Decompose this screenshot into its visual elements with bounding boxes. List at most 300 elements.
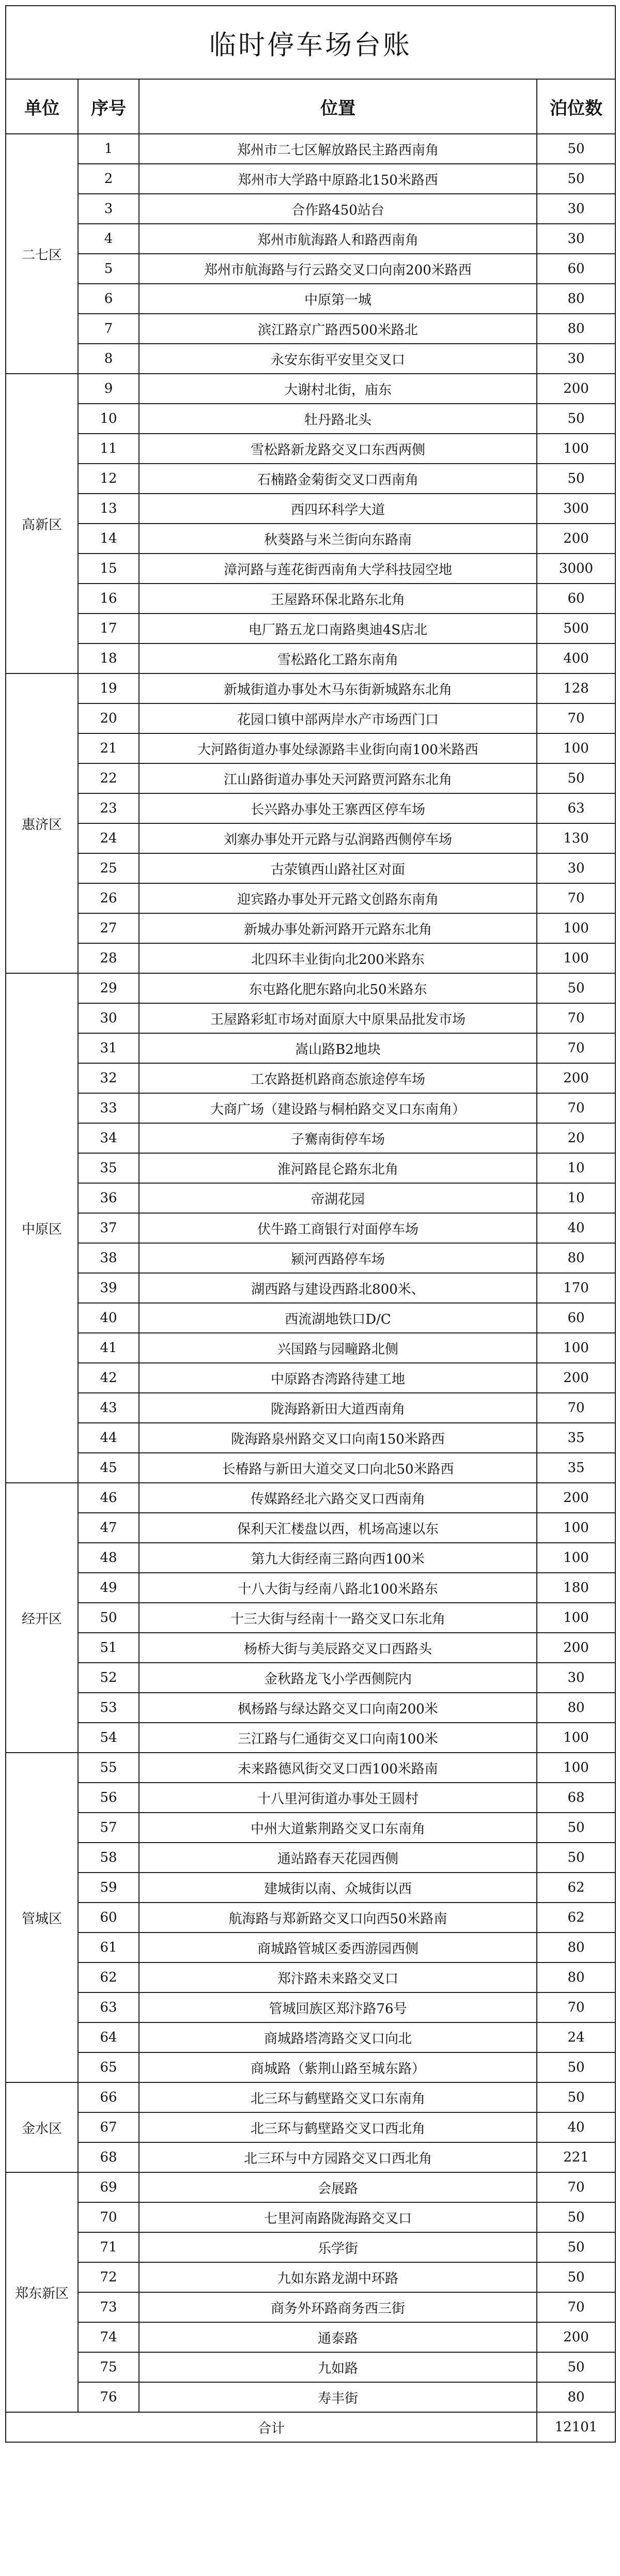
unit-cell: 二七区 <box>6 134 78 374</box>
table-row <box>6 614 615 643</box>
spaces-cell: 50 <box>537 134 615 164</box>
seq-cell: 60 <box>78 1903 139 1933</box>
header-seq: 序号 <box>78 79 139 134</box>
seq-cell: 2 <box>78 164 139 194</box>
seq-cell: 75 <box>78 2352 139 2382</box>
seq-cell: 26 <box>78 883 139 913</box>
location-cell: 新城办事处新河路开元路东北角 <box>139 913 537 943</box>
seq-cell: 51 <box>78 1633 139 1663</box>
spaces-cell: 80 <box>537 2382 615 2412</box>
location-cell: 伏牛路工商银行对面停车场 <box>139 1213 537 1243</box>
spaces-cell: 200 <box>537 374 615 404</box>
table-row <box>6 2172 615 2202</box>
table-row <box>6 434 615 464</box>
seq-cell: 52 <box>78 1663 139 1693</box>
spaces-cell: 200 <box>537 524 615 554</box>
location-cell: 中州大道紫荆路交叉口东南角 <box>139 1813 537 1843</box>
table-row <box>6 1093 615 1123</box>
seq-cell: 19 <box>78 673 139 703</box>
location-cell: 商城路管城区委西游园西侧 <box>139 1933 537 1962</box>
location-cell: 三江路与仁通街交叉口向南100米 <box>139 1723 537 1753</box>
seq-cell: 22 <box>78 763 139 793</box>
ledger-body <box>6 134 615 2412</box>
location-cell: 牡丹路北头 <box>139 404 537 434</box>
table-row <box>6 2262 615 2292</box>
spaces-cell: 80 <box>537 1693 615 1723</box>
location-cell: 通泰路 <box>139 2322 537 2352</box>
header-unit: 单位 <box>6 79 78 134</box>
total-value: 12101 <box>537 2412 615 2442</box>
spaces-cell: 40 <box>537 2112 615 2142</box>
table-row <box>6 943 615 973</box>
spaces-cell: 50 <box>537 464 615 494</box>
location-cell: 九如路 <box>139 2352 537 2382</box>
seq-cell: 61 <box>78 1933 139 1962</box>
unit-cell: 中原区 <box>6 973 78 1483</box>
location-cell: 淮河路昆仑路东北角 <box>139 1153 537 1183</box>
table-row <box>6 1063 615 1093</box>
location-cell: 第九大街经南三路向西100米 <box>139 1543 537 1573</box>
table-row <box>6 973 615 1003</box>
seq-cell: 74 <box>78 2322 139 2352</box>
table-row <box>6 2292 615 2322</box>
location-cell: 郑州市航海路人和路西南角 <box>139 224 537 254</box>
table-row <box>6 344 615 374</box>
unit-cell: 郑东新区 <box>6 2172 78 2412</box>
table-row <box>6 823 615 853</box>
seq-cell: 17 <box>78 614 139 643</box>
spaces-cell: 20 <box>537 1123 615 1153</box>
spaces-cell: 200 <box>537 1633 615 1663</box>
location-cell: 雪松路化工路东南角 <box>139 643 537 673</box>
seq-cell: 23 <box>78 793 139 823</box>
spaces-cell: 30 <box>537 1663 615 1693</box>
parking-ledger-table <box>5 5 616 2443</box>
seq-cell: 36 <box>78 1183 139 1213</box>
location-cell: 江山路街道办事处天河路贾河路东北角 <box>139 763 537 793</box>
location-cell: 新城街道办事处木马东街新城路东北角 <box>139 673 537 703</box>
table-row <box>6 1273 615 1303</box>
spaces-cell: 500 <box>537 614 615 643</box>
table-row <box>6 763 615 793</box>
table-row <box>6 2052 615 2082</box>
spaces-cell: 50 <box>537 1843 615 1873</box>
table-row <box>6 1633 615 1663</box>
table-row <box>6 1033 615 1063</box>
seq-cell: 41 <box>78 1333 139 1363</box>
seq-cell: 14 <box>78 524 139 554</box>
spaces-cell: 80 <box>537 1962 615 1992</box>
table-row <box>6 1183 615 1213</box>
seq-cell: 21 <box>78 733 139 763</box>
spaces-cell: 70 <box>537 703 615 733</box>
location-cell: 古荥镇西山路社区对面 <box>139 853 537 883</box>
spaces-cell: 221 <box>537 2142 615 2172</box>
spaces-cell: 70 <box>537 1992 615 2022</box>
spaces-cell: 70 <box>537 1393 615 1423</box>
seq-cell: 43 <box>78 1393 139 1423</box>
table-row <box>6 1003 615 1033</box>
spaces-cell: 60 <box>537 254 615 284</box>
seq-cell: 50 <box>78 1603 139 1633</box>
location-cell: 长椿路与新田大道交叉口向北50米路西 <box>139 1453 537 1483</box>
seq-cell: 67 <box>78 2112 139 2142</box>
seq-cell: 10 <box>78 404 139 434</box>
seq-cell: 27 <box>78 913 139 943</box>
seq-cell: 28 <box>78 943 139 973</box>
spaces-cell: 100 <box>537 1513 615 1543</box>
table-row <box>6 793 615 823</box>
location-cell: 大谢村北街，庙东 <box>139 374 537 404</box>
spaces-cell: 128 <box>537 673 615 703</box>
table-row <box>6 314 615 344</box>
seq-cell: 73 <box>78 2292 139 2322</box>
seq-cell: 56 <box>78 1783 139 1813</box>
table-row <box>6 733 615 763</box>
location-cell: 商城路（紫荆山路至城东路） <box>139 2052 537 2082</box>
seq-cell: 66 <box>78 2082 139 2112</box>
spaces-cell: 70 <box>537 1033 615 1063</box>
spaces-cell: 300 <box>537 494 615 524</box>
location-cell: 合作路450站台 <box>139 194 537 224</box>
spaces-cell: 100 <box>537 1723 615 1753</box>
location-cell: 西流湖地铁口D/C <box>139 1303 537 1333</box>
location-cell: 商城路塔湾路交叉口向北 <box>139 2022 537 2052</box>
table-title: 临时停车场台账 <box>6 6 615 79</box>
seq-cell: 6 <box>78 284 139 314</box>
seq-cell: 42 <box>78 1363 139 1393</box>
table-row <box>6 2322 615 2352</box>
seq-cell: 13 <box>78 494 139 524</box>
seq-cell: 4 <box>78 224 139 254</box>
table-row <box>6 2082 615 2112</box>
table-row <box>6 1123 615 1153</box>
seq-cell: 31 <box>78 1033 139 1063</box>
table-row <box>6 2142 615 2172</box>
seq-cell: 69 <box>78 2172 139 2202</box>
table-row <box>6 1813 615 1843</box>
table-row <box>6 464 615 494</box>
location-cell: 长兴路办事处王寨西区停车场 <box>139 793 537 823</box>
location-cell: 电厂路五龙口南路奥迪4S店北 <box>139 614 537 643</box>
seq-cell: 8 <box>78 344 139 374</box>
seq-cell: 5 <box>78 254 139 284</box>
spaces-cell: 80 <box>537 1933 615 1962</box>
table-row <box>6 1903 615 1933</box>
seq-cell: 18 <box>78 643 139 673</box>
seq-cell: 33 <box>78 1093 139 1123</box>
seq-cell: 3 <box>78 194 139 224</box>
location-cell: 陇海路新田大道西南角 <box>139 1393 537 1423</box>
spaces-cell: 50 <box>537 2052 615 2082</box>
spaces-cell: 200 <box>537 1483 615 1513</box>
table-row <box>6 1303 615 1333</box>
location-cell: 湖西路与建设西路北800米、 <box>139 1273 537 1303</box>
unit-cell: 管城区 <box>6 1753 78 2082</box>
seq-cell: 64 <box>78 2022 139 2052</box>
seq-cell: 25 <box>78 853 139 883</box>
table-row <box>6 554 615 584</box>
location-cell: 王屋路环保北路东北角 <box>139 584 537 614</box>
location-cell: 乐学街 <box>139 2232 537 2262</box>
seq-cell: 34 <box>78 1123 139 1153</box>
spaces-cell: 50 <box>537 2262 615 2292</box>
seq-cell: 30 <box>78 1003 139 1033</box>
location-cell: 北三环与中方园路交叉口西北角 <box>139 2142 537 2172</box>
location-cell: 杨桥大街与美辰路交叉口西路头 <box>139 1633 537 1663</box>
location-cell: 大商广场（建设路与桐柏路交叉口东南角） <box>139 1093 537 1123</box>
seq-cell: 44 <box>78 1423 139 1453</box>
spaces-cell: 50 <box>537 1813 615 1843</box>
seq-cell: 59 <box>78 1873 139 1903</box>
table-row <box>6 1603 615 1633</box>
table-row <box>6 1243 615 1273</box>
seq-cell: 24 <box>78 823 139 853</box>
spaces-cell: 50 <box>537 763 615 793</box>
spaces-cell: 100 <box>537 733 615 763</box>
seq-cell: 11 <box>78 434 139 464</box>
seq-cell: 48 <box>78 1543 139 1573</box>
location-cell: 金秋路龙飞小学西侧院内 <box>139 1663 537 1693</box>
location-cell: 建城街以南、众城街以西 <box>139 1873 537 1903</box>
location-cell: 航海路与郑新路交叉口向西50米路南 <box>139 1903 537 1933</box>
spaces-cell: 50 <box>537 2352 615 2382</box>
seq-cell: 65 <box>78 2052 139 2082</box>
seq-cell: 63 <box>78 1992 139 2022</box>
table-row <box>6 2202 615 2232</box>
table-row <box>6 224 615 254</box>
spaces-cell: 100 <box>537 943 615 973</box>
parking-ledger-sheet <box>5 5 615 2443</box>
location-cell: 会展路 <box>139 2172 537 2202</box>
spaces-cell: 100 <box>537 913 615 943</box>
spaces-cell: 100 <box>537 1333 615 1363</box>
total-label: 合计 <box>6 2412 537 2442</box>
table-row <box>6 2232 615 2262</box>
location-cell: 大河路街道办事处绿源路丰业街向南100米路西 <box>139 733 537 763</box>
table-row <box>6 643 615 673</box>
location-cell: 通站路春天花园西侧 <box>139 1843 537 1873</box>
spaces-cell: 10 <box>537 1153 615 1183</box>
spaces-cell: 200 <box>537 2322 615 2352</box>
seq-cell: 29 <box>78 973 139 1003</box>
table-row <box>6 2022 615 2052</box>
spaces-cell: 50 <box>537 973 615 1003</box>
location-cell: 枫杨路与绿达路交叉口向南200米 <box>139 1693 537 1723</box>
location-cell: 刘寨办事处开元路与弘润路西侧停车场 <box>139 823 537 853</box>
seq-cell: 1 <box>78 134 139 164</box>
table-row <box>6 1213 615 1243</box>
spaces-cell: 400 <box>537 643 615 673</box>
spaces-cell: 100 <box>537 1603 615 1633</box>
seq-cell: 68 <box>78 2142 139 2172</box>
location-cell: 永安东街平安里交叉口 <box>139 344 537 374</box>
location-cell: 东屯路化肥东路向北50米路东 <box>139 973 537 1003</box>
table-row <box>6 1423 615 1453</box>
spaces-cell: 40 <box>537 1213 615 1243</box>
spaces-cell: 80 <box>537 1243 615 1273</box>
spaces-cell: 200 <box>537 1363 615 1393</box>
unit-cell: 高新区 <box>6 374 78 673</box>
location-cell: 管城回族区郑汴路76号 <box>139 1992 537 2022</box>
table-row <box>6 134 615 164</box>
table-row <box>6 194 615 224</box>
total-row <box>6 2412 615 2442</box>
table-row <box>6 1723 615 1753</box>
spaces-cell: 50 <box>537 2082 615 2112</box>
location-cell: 西四环科学大道 <box>139 494 537 524</box>
table-row <box>6 404 615 434</box>
seq-cell: 46 <box>78 1483 139 1513</box>
location-cell: 迎宾路办事处开元路文创路东南角 <box>139 883 537 913</box>
table-row <box>6 1453 615 1483</box>
location-cell: 滨江路京广路西500米路北 <box>139 314 537 344</box>
table-row <box>6 1992 615 2022</box>
unit-cell: 金水区 <box>6 2082 78 2172</box>
table-row <box>6 2112 615 2142</box>
spaces-cell: 35 <box>537 1423 615 1453</box>
seq-cell: 40 <box>78 1303 139 1333</box>
table-row <box>6 284 615 314</box>
spaces-cell: 170 <box>537 1273 615 1303</box>
location-cell: 王屋路彩虹市场对面原大中原果品批发市场 <box>139 1003 537 1033</box>
table-row <box>6 1513 615 1543</box>
seq-cell: 9 <box>78 374 139 404</box>
location-cell: 工农路挺机路商态旅途停车场 <box>139 1063 537 1093</box>
spaces-cell: 50 <box>537 2202 615 2232</box>
location-cell: 寿丰街 <box>139 2382 537 2412</box>
unit-cell: 经开区 <box>6 1483 78 1753</box>
seq-cell: 49 <box>78 1573 139 1603</box>
table-row <box>6 584 615 614</box>
table-row <box>6 1693 615 1723</box>
location-cell: 漳河路与莲花街西南角大学科技园空地 <box>139 554 537 584</box>
table-row <box>6 164 615 194</box>
table-row <box>6 1483 615 1513</box>
location-cell: 雪松路新龙路交叉口东西两侧 <box>139 434 537 464</box>
table-row <box>6 673 615 703</box>
spaces-cell: 24 <box>537 2022 615 2052</box>
table-row <box>6 1933 615 1962</box>
table-row <box>6 1153 615 1183</box>
seq-cell: 15 <box>78 554 139 584</box>
location-cell: 郑州市二七区解放路民主路西南角 <box>139 134 537 164</box>
location-cell: 颍河西路停车场 <box>139 1243 537 1273</box>
spaces-cell: 100 <box>537 1543 615 1573</box>
seq-cell: 58 <box>78 1843 139 1873</box>
location-cell: 保利天汇楼盘以西，机场高速以东 <box>139 1513 537 1543</box>
table-row <box>6 1543 615 1573</box>
location-cell: 花园口镇中部两岸水产市场西门口 <box>139 703 537 733</box>
spaces-cell: 30 <box>537 344 615 374</box>
table-row <box>6 1783 615 1813</box>
spaces-cell: 70 <box>537 883 615 913</box>
location-cell: 帝湖花园 <box>139 1183 537 1213</box>
seq-cell: 76 <box>78 2382 139 2412</box>
table-row <box>6 1663 615 1693</box>
spaces-cell: 50 <box>537 164 615 194</box>
location-cell: 北三环与鹤壁路交叉口东南角 <box>139 2082 537 2112</box>
table-row <box>6 1393 615 1423</box>
seq-cell: 70 <box>78 2202 139 2232</box>
location-cell: 九如东路龙湖中环路 <box>139 2262 537 2292</box>
spaces-cell: 100 <box>537 434 615 464</box>
location-cell: 嵩山路B2地块 <box>139 1033 537 1063</box>
location-cell: 中原第一城 <box>139 284 537 314</box>
location-cell: 十八里河街道办事处王圆村 <box>139 1783 537 1813</box>
seq-cell: 7 <box>78 314 139 344</box>
seq-cell: 54 <box>78 1723 139 1753</box>
location-cell: 子騫南街停车场 <box>139 1123 537 1153</box>
location-cell: 北四环丰业街向北200米路东 <box>139 943 537 973</box>
table-row <box>6 1753 615 1783</box>
location-cell: 郑州市大学路中原路北150米路西 <box>139 164 537 194</box>
location-cell: 七里河南路陇海路交叉口 <box>139 2202 537 2232</box>
spaces-cell: 60 <box>537 1303 615 1333</box>
spaces-cell: 200 <box>537 1063 615 1093</box>
table-row <box>6 913 615 943</box>
spaces-cell: 62 <box>537 1873 615 1903</box>
location-cell: 传媒路经北六路交叉口西南角 <box>139 1483 537 1513</box>
spaces-cell: 30 <box>537 194 615 224</box>
spaces-cell: 80 <box>537 284 615 314</box>
spaces-cell: 30 <box>537 853 615 883</box>
unit-cell: 惠济区 <box>6 673 78 973</box>
location-cell: 陇海路泉州路交叉口向南150米路西 <box>139 1423 537 1453</box>
seq-cell: 39 <box>78 1273 139 1303</box>
seq-cell: 47 <box>78 1513 139 1543</box>
spaces-cell: 60 <box>537 584 615 614</box>
table-row <box>6 1843 615 1873</box>
spaces-cell: 3000 <box>537 554 615 584</box>
spaces-cell: 70 <box>537 1093 615 1123</box>
table-row <box>6 2382 615 2412</box>
spaces-cell: 68 <box>537 1783 615 1813</box>
table-row <box>6 1363 615 1393</box>
location-cell: 郑州市航海路与行云路交叉口向南200米路西 <box>139 254 537 284</box>
seq-cell: 71 <box>78 2232 139 2262</box>
table-row <box>6 494 615 524</box>
spaces-cell: 70 <box>537 1003 615 1033</box>
table-row <box>6 2352 615 2382</box>
spaces-cell: 100 <box>537 1753 615 1783</box>
spaces-cell: 50 <box>537 404 615 434</box>
location-cell: 北三环与鹤壁路交叉口西北角 <box>139 2112 537 2142</box>
table-row <box>6 374 615 404</box>
spaces-cell: 35 <box>537 1453 615 1483</box>
seq-cell: 62 <box>78 1962 139 1992</box>
seq-cell: 38 <box>78 1243 139 1273</box>
table-row <box>6 524 615 554</box>
location-cell: 秋葵路与米兰街向东路南 <box>139 524 537 554</box>
spaces-cell: 180 <box>537 1573 615 1603</box>
header-spaces: 泊位数 <box>537 79 615 134</box>
seq-cell: 32 <box>78 1063 139 1093</box>
spaces-cell: 63 <box>537 793 615 823</box>
seq-cell: 35 <box>78 1153 139 1183</box>
spaces-cell: 70 <box>537 2172 615 2202</box>
table-row <box>6 883 615 913</box>
location-cell: 十三大街与经南十一路交叉口东北角 <box>139 1603 537 1633</box>
seq-cell: 20 <box>78 703 139 733</box>
location-cell: 中原路杏湾路待建工地 <box>139 1363 537 1393</box>
location-cell: 石楠路金菊街交叉口西南角 <box>139 464 537 494</box>
spaces-cell: 50 <box>537 2232 615 2262</box>
location-cell: 未来路德风街交叉口西100米路南 <box>139 1753 537 1783</box>
table-row <box>6 1873 615 1903</box>
table-row <box>6 853 615 883</box>
spaces-cell: 30 <box>537 224 615 254</box>
